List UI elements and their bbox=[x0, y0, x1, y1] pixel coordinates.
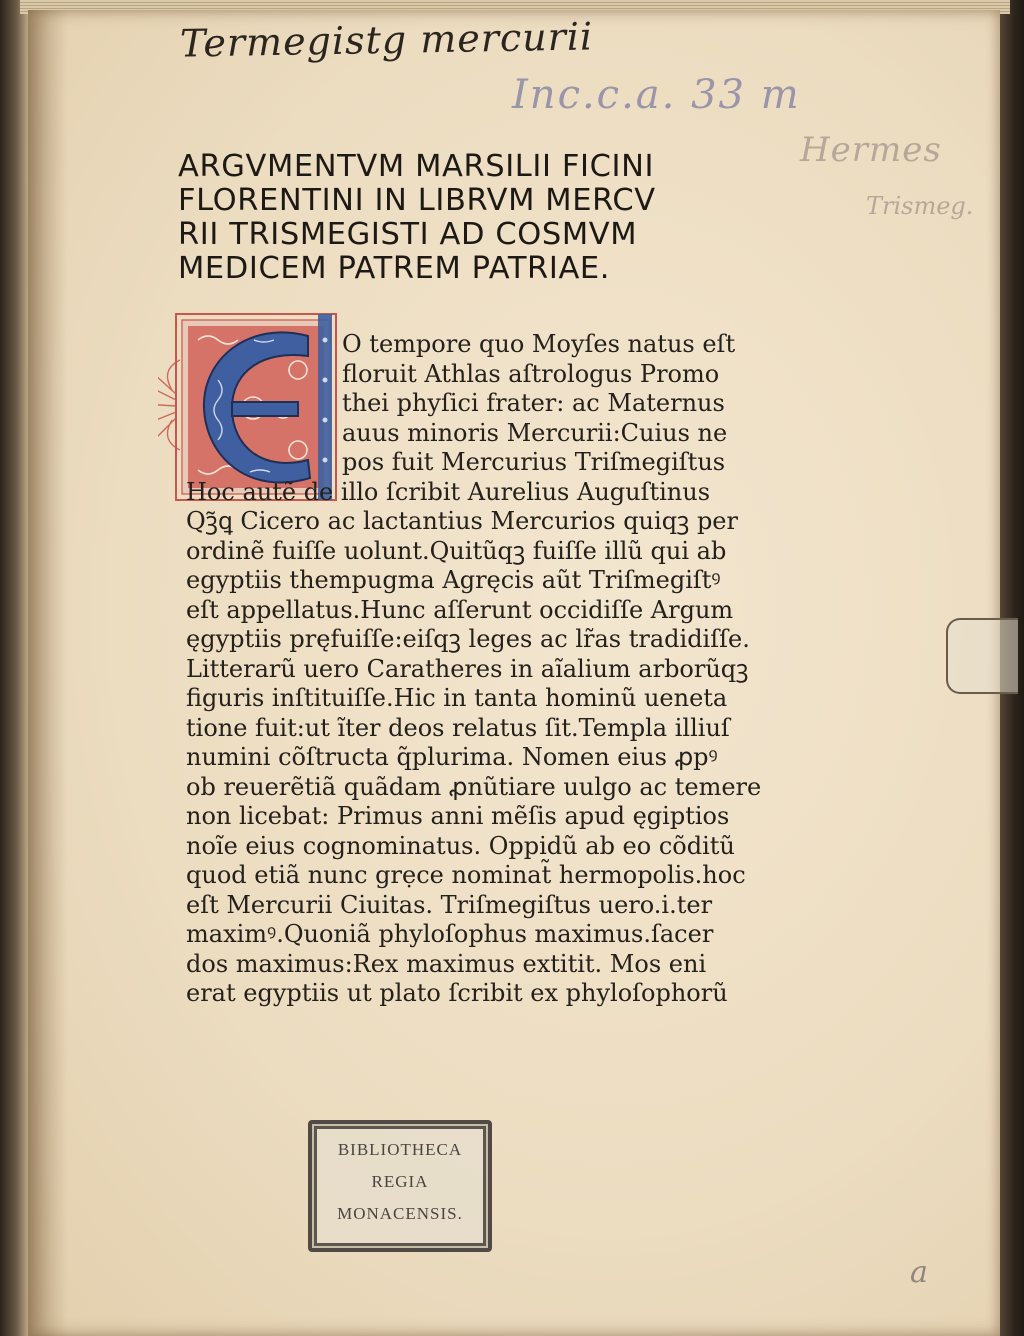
library-stamp bbox=[308, 1120, 492, 1252]
text-line: numini cõſtructa q̃plurima. Nomen eius ꝓpꝰ bbox=[186, 743, 718, 771]
text-line: O tempore quo Moyſes natus eſt bbox=[342, 330, 736, 358]
text-line: Qꝫ̃ꝗ Cicero ac lactantius Mercurios quiqꝫ per bbox=[186, 507, 738, 535]
handwritten-heading: Termegistg mercurii bbox=[179, 14, 594, 66]
margin-note-trismeg: Trismeg. bbox=[866, 192, 974, 220]
text-line: figuris inſtituiſſe.Hic in tanta hominũ ueneta bbox=[186, 684, 728, 712]
text-line: Litterarũ uero Caratheres in aĩalium arborũqꝫ bbox=[186, 654, 749, 683]
stamp-line: MONACENSIS. bbox=[337, 1204, 463, 1223]
text-line: noĩe eius cognominatus. Oppidũ ab eo cõditũ bbox=[186, 831, 735, 860]
text-line: egyptiis thempugma Agręcis aũt Triſmegiſtꝰ bbox=[186, 566, 721, 594]
binding-left bbox=[0, 0, 30, 1336]
text-line: dos maximus:Rex maximus extitit. Mos eni bbox=[186, 949, 707, 978]
text-line: floruit Athlas aſtrologus Promo bbox=[342, 359, 720, 388]
text-line: eſt Mercurii Ciuitas. Triſmegiſtus uero.i.ter bbox=[186, 890, 713, 919]
stamp-line: REGIA bbox=[371, 1172, 429, 1191]
text-line: auus minoris Mercurii:Cuius ne bbox=[342, 418, 728, 447]
text-line: Hoc autẽ de illo ſcribit Aurelius Auguſtinus bbox=[186, 477, 711, 506]
text-line: quod etiã nunc grẹce nominat̃ hermopolis.hoc bbox=[186, 861, 746, 889]
text-line: thei phyſici frater: ac Maternus bbox=[342, 389, 725, 417]
text-line: eſt appellatus.Hunc aſſerunt occidiſſe Argum bbox=[186, 595, 734, 624]
text-line: tione fuit:ut ĩter deos relatus ſit.Templa illiuſ bbox=[186, 713, 730, 742]
title-line: ARGVMENTVM MARSILII FICINI bbox=[178, 149, 655, 184]
margin-note-hermes: Hermes bbox=[800, 130, 942, 170]
text-line: ob reuerẽtiã quãdam ꝓnũtiare uulgo ac temere bbox=[186, 772, 762, 801]
gutter-shadow bbox=[28, 10, 68, 1336]
body-text bbox=[186, 330, 786, 1009]
printed-title bbox=[178, 150, 798, 286]
title-line: RII TRISMEGISTI AD COSMVM bbox=[178, 217, 638, 252]
title-line: MEDICEM PATREM PATRIAE. bbox=[178, 251, 611, 286]
text-line: pos fuit Mercurius Triſmegiſtus bbox=[342, 448, 726, 476]
bookmark-tab bbox=[946, 618, 1018, 694]
text-line: non licebat: Primus anni mẽſis apud ęgiptios bbox=[186, 802, 730, 830]
text-line: maximꝰ.Quoniã phyloſophus maximus.ſacer bbox=[186, 920, 714, 948]
corner-mark: a bbox=[910, 1255, 928, 1290]
text-line: ordinẽ fuiſſe uolunt.Quitũqꝫ fuiſſe illũ qui ab bbox=[186, 536, 727, 565]
text-line: erat egyptiis ut plato ſcribit ex phyloſophorũ bbox=[186, 979, 728, 1007]
text-line: ęgyptiis pręfuiſſe:eiſqꝫ leges ac lr̃as tradidiſſe. bbox=[186, 625, 750, 653]
stamp-line: BIBLIOTHECA bbox=[337, 1140, 463, 1159]
shelfmark-annotation: Inc.c.a. 33 m bbox=[512, 72, 801, 118]
title-line: FLORENTINI IN LIBRVM MERCV bbox=[178, 183, 656, 218]
